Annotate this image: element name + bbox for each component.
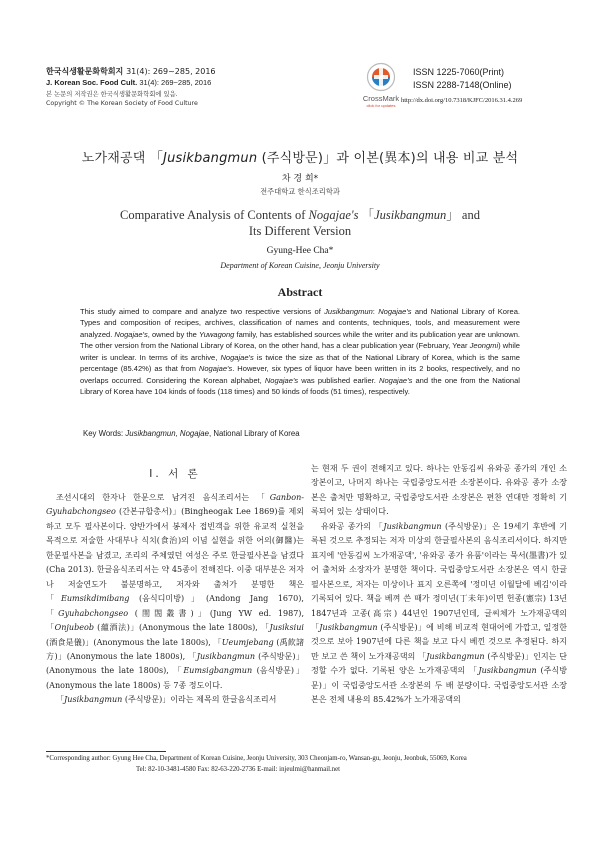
author-korean: 차 경 희* xyxy=(281,174,319,184)
journal-en-line xyxy=(46,78,276,87)
affiliation-english: Department of Korean Cuisine, Jeonju University xyxy=(220,261,380,270)
paragraph: 조선시대의 한자나 한문으로 남겨진 음식조리서는 「Ganbon-Gyuhabchongseo (간본규합총서)」(Bingheogak Lee 1869)를 제외하고 모두 필사본이다. 양반가에서 봉제사 접빈객을 위한 유교적 실천을 목적으로 저술한 사대부나 식치(食治)의 이념 실현을 위한 어의(御醫)는 한문필사본을 남겼고, 조리의 주체였던 여성은 주로 한글필사본을 남겼다(Cha 2013). 한글음식조리서는 약 45종이 전해진다. 이중 대부분은 저자나 저술연도가 불분명하고, 저자와 출처가 분명한 책은 「Eumsikdimibang (음식디미방)」(Andong Jang 1670), 「Gyuhabchongseo (閨閤叢書)」(Jung YW ed. 1987), 「Onjubeob (蘊酒法)」(Anonymous the late 1800s), 「Jusiksiui (酒食是儀)」(Anonymous the late 1800s), 「Ueumjebang (禹飮諸方)」(Anonymous the late 1800s), 「Jusikbangmun (주식방문)」(Anonymous the late 1800s), 「Eumsigbangmun (음식방문)」(Anonymous the late 1800s) 등 7종 정도이다. xyxy=(46,493,305,690)
journal-ko-volume: 31(4): 269~285, 2016 xyxy=(126,67,216,76)
title-en-line1 xyxy=(0,207,600,223)
crossmark-icon xyxy=(366,62,396,94)
journal-header xyxy=(46,66,276,107)
footnote-contact: Tel: 82-10-3481-4580 Fax: 82-63-220-2736 E-mail: injeulmi@hanmail.net xyxy=(136,766,340,773)
doi-link[interactable]: http://dx.doi.org/10.7318/KJFC/2016.31.4.269 xyxy=(401,97,523,104)
title-ko-italic: Jusikbangmun xyxy=(163,151,258,166)
title-en-line2: Its Different Version xyxy=(248,224,352,238)
keywords-italic: Jusikbangmun, Nogajae xyxy=(125,429,209,438)
keywords-label: Key Words: xyxy=(83,429,126,438)
body-column-left xyxy=(46,491,304,708)
body-column-right xyxy=(311,462,567,708)
abstract-heading: Abstract xyxy=(277,285,323,299)
title-ko-part1: 노가재공댁 「 xyxy=(81,151,164,166)
title-en-italic-b: Jusikbangmun xyxy=(374,208,447,222)
crossmark-label: CrossMark xyxy=(362,94,400,103)
issn-print: ISSN 1225-7060(Print) xyxy=(413,67,505,77)
keywords-rest: , National Library of Korea xyxy=(208,429,300,438)
copyright-en: Copyright © The Korean Society of Food Culture xyxy=(46,100,198,107)
copyright-ko: 본 논문의 저작권은 한국식생활문화학회에 있음. xyxy=(46,91,178,98)
author-english: Gyung-Hee Cha* xyxy=(266,246,334,256)
keywords xyxy=(83,429,300,438)
issn-online: ISSN 2288-7148(Online) xyxy=(413,80,512,90)
paragraph: 「Jusikbangmun (주식방문)」이라는 제목의 한글음식조리서 xyxy=(56,695,277,705)
title-en-part-a: Comparative Analysis of Contents of xyxy=(120,208,309,222)
section-heading-introduction: I. 서 론 xyxy=(149,468,201,480)
crossmark-sub: click for updates xyxy=(366,103,396,108)
footnote-author: *Corresponding author: Gyung Hee Cha, Department of Korean Cuisine, Jeonju University, 303 Cheonjam-ro, Wansan-gu, Jeonju, Jeonbuk, 55069, Korea xyxy=(46,755,467,762)
title-english xyxy=(0,207,600,239)
issn-block xyxy=(401,66,563,104)
paragraph: 유와공 종가의 「Jusikbangmun (주식방문)」은 19세기 후반에 기록된 것으로 추정되는 저자 미상의 한글필사본의 음식조리서이다. 하지만 표지에 '안동김씨 노가재공댁', '유와공 종가 유품'이라는 묵서(墨書)가 있어 출처와 소장자가 분명한 책이다. 국립중앙도서관 소장본은 역시 한글필사본으로, 저자는 미상이나 표지 오른쪽에 '정미년 이월달에 베김'이라 기록되어 있다. 책을 베껴 쓴 때가 정미년(丁未年)이면 헌종(憲宗) 13년 1847년과 고종(高宗) 44년인 1907년인데, 글씨체가 노가재공댁의 「Jusikbangmun (주식방문)」에 비해 비교적 현대어에 가깝고, 일정한 것으로 보아 1907년에 다른 책을 보고 다시 베낀 것으로 추정된다. 하지만 보고 쓴 책이 노가재공댁의 「Jusikbangmun (주식방문)」인지는 단정할 수가 없다. 기록된 양은 노가재공댁의 「Jusikbangmun (주식방문)」이 국립중앙도서관 소장본의 두 배 분량이다. 국립중앙도서관 소장본은 전체 내용의 85.42%가 노가재공댁의 xyxy=(311,521,568,705)
journal-ko-name: 한국식생활문화학회지 xyxy=(46,67,124,76)
title-en-part-b: 「 xyxy=(358,208,375,222)
title-korean xyxy=(0,147,600,166)
title-en-italic-a: Nogajae's xyxy=(308,208,359,222)
journal-en-volume: 31(4): 269~285, 2016 xyxy=(139,78,212,87)
abstract-body: This study aimed to compare and analyze two respective versions of Jusikbangmun: Nogajae's and National Library of Korea. Types and composition of recipes, archives, classification of names and contents, techniques, tools, and measurement were analyzed. Nogajae's, owned by the Yuwagong family, has established sources while the writer and its publication year are unknown. The other version from the National Library of Korea, on the other hand, has a clear publication year (February, Year Jeongmi) while writer is unclear. In terms of its archive, Nogajae's is twice the size as that of the National Library of Korea, which is the same percentage (85.42%) as that from Nogajae's. However, six types of liquor have been written in its 2 books, respectively, and no overlaps occurred. Considering the Korean alphabet, Nogajae's was published earlier. Nogajae's and the one from the National Library of Korea have 104 kinds of foods (118 times) and 50 kinds of foods (51 times), respectively. xyxy=(80,307,521,397)
journal-en-name: J. Korean Soc. Food Cult. xyxy=(46,78,138,87)
journal-ko-line xyxy=(46,66,276,77)
affiliation-korean: 전주대학교 한식조리학과 xyxy=(260,187,340,196)
crossmark-badge[interactable] xyxy=(357,62,405,120)
paragraph: 는 현재 두 권이 전해지고 있다. 하나는 안동김씨 유와공 종가의 개인 소장본이고, 나머지 하나는 국립중앙도서관 소장본이다. 유와공 종가 소장본은 출처만 명확하고, 국립중앙도서관 소장본은 편찬 연대만 정확히 기록되어 있는 상태이다. xyxy=(311,464,567,517)
footnote-rule xyxy=(46,751,166,752)
title-ko-part2: (주식방문)」과 이본(異本)의 내용 비교 분석 xyxy=(257,151,519,166)
title-en-part-c: 」 and xyxy=(446,208,480,222)
